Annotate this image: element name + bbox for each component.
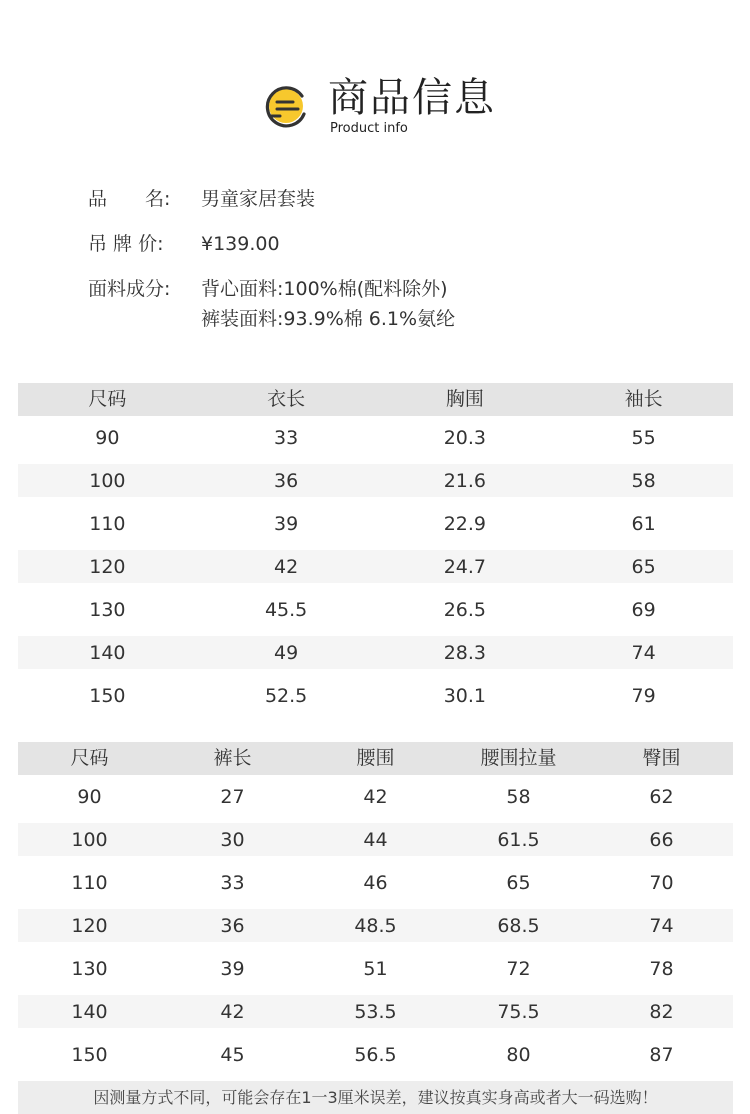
table-row	[18, 588, 733, 631]
table-cell: 75.5	[447, 990, 590, 1033]
info-row-name	[88, 184, 688, 229]
table-cell: 48.5	[304, 904, 447, 947]
table-cell: 140	[18, 990, 161, 1033]
info-row-price	[88, 229, 688, 274]
table-cell: 110	[71, 871, 108, 894]
table-cell: 28.3	[376, 631, 555, 674]
product-info-header	[262, 74, 502, 138]
price-value: ¥139.00	[201, 233, 280, 255]
table-cell: 66	[590, 818, 733, 861]
table-cell: 58	[506, 785, 531, 808]
table-cell: 36	[197, 459, 376, 502]
name-value: 男童家居套装	[201, 188, 316, 210]
table-header-cell: 尺码	[88, 388, 127, 410]
document-lines-icon	[262, 84, 314, 128]
fabric-value	[201, 274, 455, 334]
table-row	[18, 674, 733, 717]
table-cell: 30	[161, 818, 304, 861]
table-cell: 120	[18, 545, 197, 588]
table-cell: 72	[506, 957, 531, 980]
table-header-cell: 臀围	[642, 747, 681, 769]
table-header-cell: 胸围	[445, 388, 484, 410]
table-cell: 100	[18, 818, 161, 861]
table-cell: 74	[554, 631, 733, 674]
table-cell: 150	[71, 1043, 108, 1066]
table-cell: 53.5	[304, 990, 447, 1033]
table-cell: 22.9	[443, 512, 487, 535]
table-cell: 45.5	[264, 598, 308, 621]
page-subtitle: Product info	[330, 121, 408, 136]
table-cell: 58	[554, 459, 733, 502]
table-cell: 55	[631, 426, 656, 449]
table-row	[18, 861, 733, 904]
table-header-row	[18, 742, 733, 775]
table-cell: 56.5	[354, 1043, 397, 1066]
table-cell: 42	[363, 785, 388, 808]
name-label: 品 名:	[88, 188, 171, 210]
table-row	[18, 990, 733, 1033]
table-cell: 21.6	[376, 459, 555, 502]
table-cell: 30.1	[443, 684, 487, 707]
table-cell: 70	[649, 871, 674, 894]
table-cell: 120	[18, 904, 161, 947]
table-cell: 90	[77, 785, 102, 808]
table-cell: 24.7	[376, 545, 555, 588]
table-cell: 44	[304, 818, 447, 861]
table-header-cell: 尺码	[70, 747, 109, 769]
table-cell: 130	[89, 598, 126, 621]
table-cell: 26.5	[443, 598, 487, 621]
fabric-line-bottom: 裤装面料:93.9%棉 6.1%氨纶	[201, 308, 456, 330]
table-cell: 78	[649, 957, 674, 980]
table-cell: 45	[220, 1043, 245, 1066]
table-header-cell: 衣长	[267, 388, 306, 410]
table-cell: 42	[197, 545, 376, 588]
table-cell: 69	[631, 598, 656, 621]
table-row	[18, 502, 733, 545]
price-label: 吊 牌 价:	[88, 233, 164, 255]
table-cell: 52.5	[264, 684, 308, 707]
table-row	[18, 775, 733, 818]
table-cell: 140	[18, 631, 197, 674]
table-row	[18, 904, 733, 947]
page-title: 商品信息	[328, 75, 496, 121]
table-cell: 80	[506, 1043, 531, 1066]
table-cell: 130	[71, 957, 108, 980]
table-header-cell: 裤长	[213, 747, 252, 769]
table-row	[18, 416, 733, 459]
top-size-table	[18, 383, 733, 717]
table-cell: 46	[363, 871, 388, 894]
table-header-cell: 腰围	[356, 747, 395, 769]
table-cell: 42	[161, 990, 304, 1033]
table-header-cell: 腰围拉量	[480, 747, 557, 769]
table-cell: 61	[631, 512, 656, 535]
table-cell: 100	[18, 459, 197, 502]
table-row	[18, 1033, 733, 1076]
table-cell: 33	[274, 426, 299, 449]
table-row	[18, 459, 733, 502]
table-cell: 36	[161, 904, 304, 947]
measurement-note: 因测量方式不同，可能会存在1一3厘米误差，建议按真实身高或者大一码选购！	[18, 1081, 733, 1114]
table-cell: 61.5	[447, 818, 590, 861]
table-cell: 62	[649, 785, 674, 808]
table-cell: 39	[274, 512, 299, 535]
table-row	[18, 631, 733, 674]
table-cell: 150	[89, 684, 126, 707]
table-cell: 49	[197, 631, 376, 674]
table-row	[18, 545, 733, 588]
bottom-size-table	[18, 742, 733, 1076]
table-cell: 110	[89, 512, 126, 535]
table-cell: 79	[631, 684, 656, 707]
product-info-list	[88, 184, 688, 334]
table-header-row	[18, 383, 733, 416]
table-row	[18, 947, 733, 990]
table-row	[18, 818, 733, 861]
table-cell: 39	[220, 957, 245, 980]
table-cell: 68.5	[447, 904, 590, 947]
table-cell: 33	[220, 871, 245, 894]
table-cell: 87	[649, 1043, 674, 1066]
table-cell: 27	[220, 785, 245, 808]
info-row-fabric	[88, 274, 688, 334]
table-header-cell: 袖长	[624, 388, 663, 410]
table-cell: 65	[506, 871, 531, 894]
table-cell: 90	[95, 426, 120, 449]
fabric-line-top: 背心面料:100%棉(配料除外)	[201, 278, 448, 300]
table-cell: 82	[590, 990, 733, 1033]
table-cell: 51	[363, 957, 388, 980]
fabric-label: 面料成分:	[88, 278, 171, 300]
table-cell: 20.3	[443, 426, 487, 449]
table-cell: 65	[554, 545, 733, 588]
table-cell: 74	[590, 904, 733, 947]
